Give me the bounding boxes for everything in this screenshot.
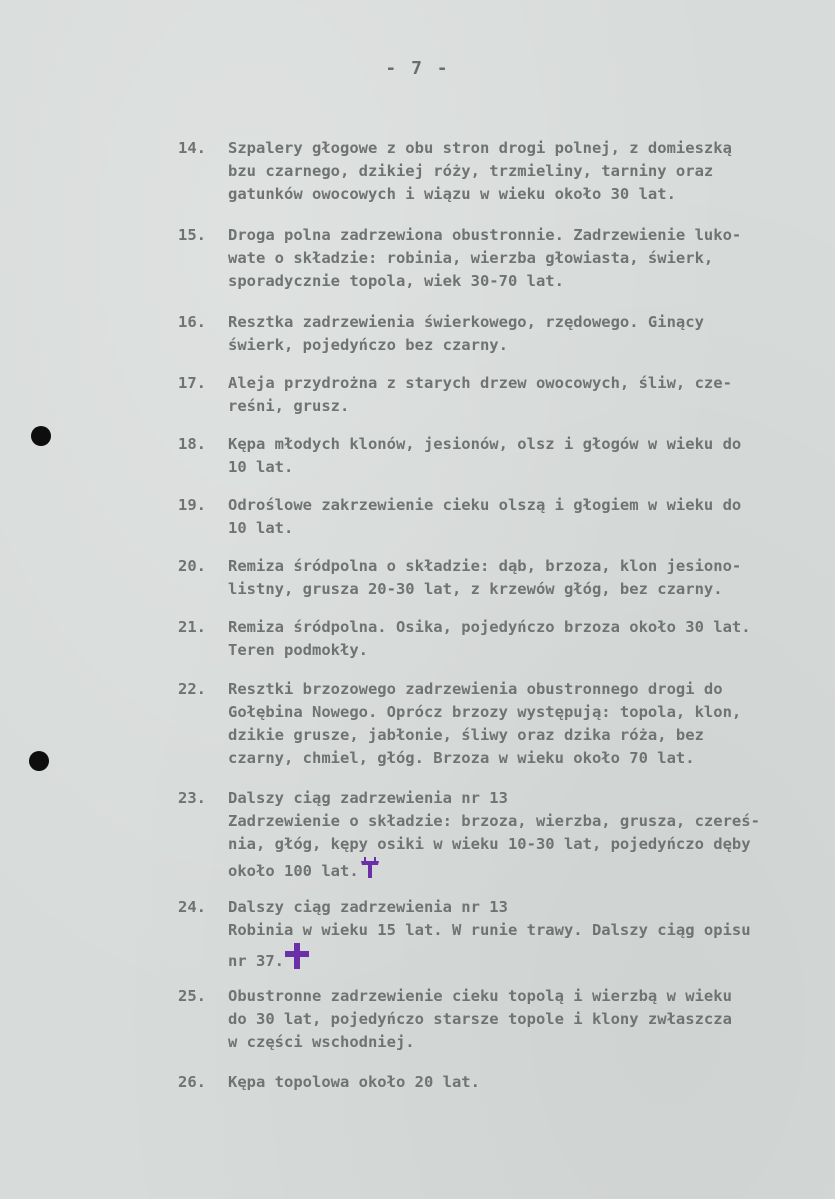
entry-number: 19. — [178, 496, 206, 514]
entry-number: 22. — [178, 680, 206, 698]
entry-number: 20. — [178, 557, 206, 575]
entry-14 — [178, 137, 818, 206]
entry-line: Droga polna zadrzewiona obustronnie. Zadrzewienie luko- — [228, 226, 742, 244]
entry-number: 18. — [178, 435, 206, 453]
entry-23 — [178, 787, 818, 883]
entry-25 — [178, 985, 818, 1054]
entry-line: nia, głóg, kępy osiki w wieku 10-30 lat, pojedyńczo dęby — [228, 835, 751, 853]
entry-line: Resztka zadrzewienia świerkowego, rzędowego. Ginący — [228, 313, 704, 331]
page-number: - 7 - — [385, 58, 450, 79]
entry-line: Aleja przydrożna z starych drzew owocowych, śliw, cze- — [228, 374, 732, 392]
entry-line: bzu czarnego, dzikiej róży, trzmieliny, tarniny oraz — [228, 162, 714, 180]
entry-line: czarny, chmiel, głóg. Brzoza w wieku około 70 lat. — [228, 749, 695, 767]
entry-22 — [178, 678, 818, 770]
entry-line: dzikie grusze, jabłonie, śliwy oraz dzika róża, bez — [228, 726, 704, 744]
entry-number: 24. — [178, 898, 206, 916]
entry-19 — [178, 494, 818, 540]
entry-24 — [178, 896, 818, 973]
entry-number: 26. — [178, 1073, 206, 1091]
mushroom-stamp-icon — [359, 856, 381, 880]
entry-number: 15. — [178, 226, 206, 244]
entry-line: reśni, grusz. — [228, 397, 350, 415]
entry-16 — [178, 311, 818, 357]
entry-line: Obustronne zadrzewienie cieku topolą i wierzbą w wieku — [228, 987, 732, 1005]
entry-line: sporadycznie topola, wiek 30-70 lat. — [228, 272, 564, 290]
entry-line: Zadrzewienie o składzie: brzoza, wierzba, grusza, czereś- — [228, 812, 760, 830]
entry-21 — [178, 616, 818, 662]
entry-line-text: około 100 lat. — [228, 862, 359, 880]
entry-26 — [178, 1071, 818, 1094]
entry-number: 17. — [178, 374, 206, 392]
entry-line: wate o składzie: robinia, wierzba głowiasta, świerk, — [228, 249, 714, 267]
entry-line: do 30 lat, pojedyńczo starsze topole i klony zwłaszcza — [228, 1010, 732, 1028]
entry-number: 16. — [178, 313, 206, 331]
entry-line: Kępa młodych klonów, jesionów, olsz i głogów w wieku do — [228, 435, 742, 453]
entry-line-text: nr 37. — [228, 952, 284, 970]
entry-line: Dalszy ciąg zadrzewienia nr 13 — [228, 898, 508, 916]
entry-number: 25. — [178, 987, 206, 1005]
entry-line: świerk, pojedyńczo bez czarny. — [228, 336, 508, 354]
entry-20 — [178, 555, 818, 601]
entry-line: Szpalery głogowe z obu stron drogi polnej, z domieszką — [228, 139, 732, 157]
entry-line: Teren podmokły. — [228, 641, 368, 659]
entry-line: Remiza śródpolna o składzie: dąb, brzoza, klon jesiono- — [228, 557, 742, 575]
entry-line: Remiza śródpolna. Osika, pojedyńczo brzoza około 30 lat. — [228, 618, 751, 636]
entry-line-with-stamp — [228, 942, 818, 973]
entry-line: 10 lat. — [228, 458, 294, 476]
entry-line: Gołębina Nowego. Oprócz brzozy występują: topola, klon, — [228, 703, 742, 721]
entry-line: 10 lat. — [228, 519, 294, 537]
entry-line: Odroślowe zakrzewienie cieku olszą i głogiem w wieku do — [228, 496, 742, 514]
entry-18 — [178, 433, 818, 479]
entry-number: 21. — [178, 618, 206, 636]
entry-line: Kępa topolowa około 20 lat. — [228, 1073, 480, 1091]
entry-line-with-stamp — [228, 856, 818, 883]
entry-line: Resztki brzozowego zadrzewienia obustronnego drogi do — [228, 680, 723, 698]
cross-stamp-icon — [284, 942, 310, 970]
entry-line: gatunków owocowych i wiązu w wieku około 30 lat. — [228, 185, 676, 203]
entry-line: w części wschodniej. — [228, 1033, 415, 1051]
entry-line: Dalszy ciąg zadrzewienia nr 13 — [228, 789, 508, 807]
entry-number: 14. — [178, 139, 206, 157]
entry-number: 23. — [178, 789, 206, 807]
entry-17 — [178, 372, 818, 418]
entry-15 — [178, 224, 818, 293]
entry-line: Robinia w wieku 15 lat. W runie trawy. Dalszy ciąg opisu — [228, 921, 751, 939]
entry-line: listny, grusza 20-30 lat, z krzewów głóg, bez czarny. — [228, 580, 723, 598]
